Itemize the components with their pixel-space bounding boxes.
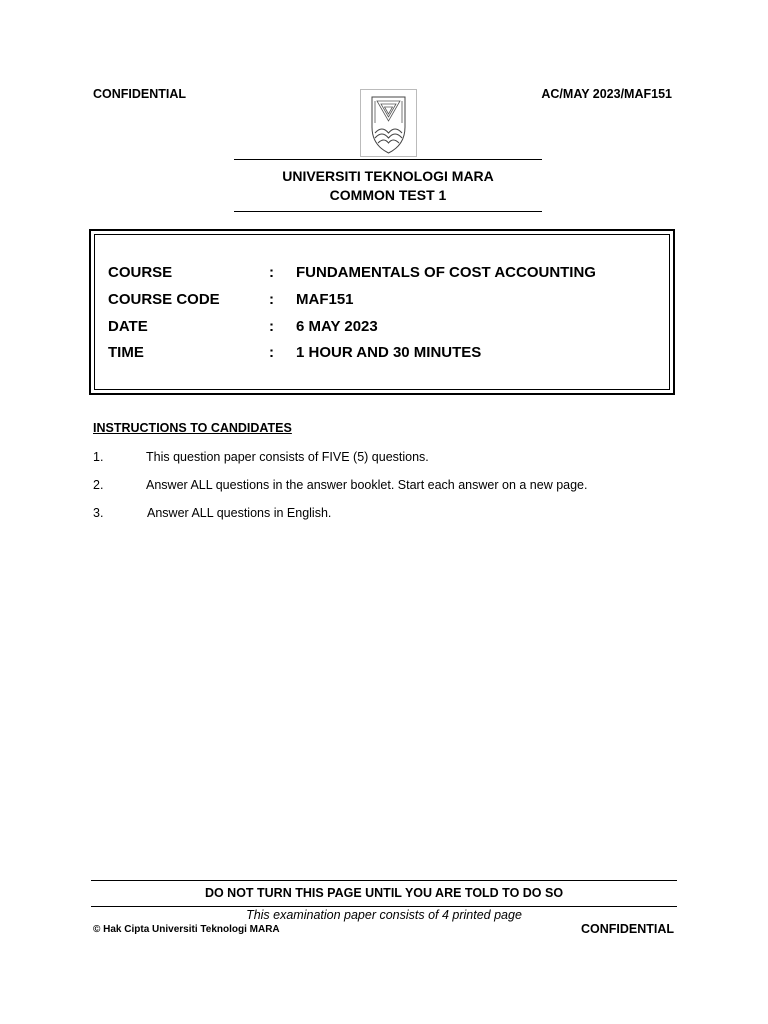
course-value: FUNDAMENTALS OF COST ACCOUNTING — [296, 264, 596, 281]
footer-confidential: CONFIDENTIAL — [580, 922, 674, 936]
footer-top-rule — [91, 880, 677, 881]
date-label: DATE — [108, 318, 148, 335]
time-value: 1 HOUR AND 30 MINUTES — [296, 344, 482, 361]
instruction-number: 3. — [93, 506, 104, 520]
header-reference-code: AC/MAY 2023/MAF151 — [541, 87, 672, 101]
title-top-rule — [234, 159, 542, 160]
test-name: COMMON TEST 1 — [329, 187, 447, 203]
course-label: COURSE — [108, 264, 173, 281]
time-separator: : — [269, 344, 274, 361]
date-value: 6 MAY 2023 — [296, 318, 378, 335]
instruction-number: 2. — [93, 478, 104, 492]
course-separator: : — [269, 264, 274, 281]
instruction-text: Answer ALL questions in the answer booklet. Start each answer on a new page. — [146, 478, 588, 492]
do-not-turn-warning: DO NOT TURN THIS PAGE UNTIL YOU ARE TOLD TO DO SO — [204, 886, 564, 900]
instruction-number: 1. — [93, 450, 104, 464]
course-code-separator: : — [269, 291, 274, 308]
header-confidential: CONFIDENTIAL — [93, 87, 187, 101]
page-count-note: This examination paper consists of 4 printed page — [246, 908, 522, 922]
course-details-inner-border — [94, 234, 670, 390]
course-code-value: MAF151 — [296, 291, 354, 308]
footer-bottom-rule — [91, 906, 677, 907]
course-details-box — [89, 229, 675, 395]
instruction-text: This question paper consists of FIVE (5) questions. — [146, 450, 429, 464]
time-label: TIME — [108, 344, 144, 361]
date-separator: : — [269, 318, 274, 335]
university-crest-icon — [360, 89, 417, 157]
instruction-text: Answer ALL questions in English. — [147, 506, 332, 520]
instructions-heading: INSTRUCTIONS TO CANDIDATES — [93, 421, 292, 435]
title-bottom-rule — [234, 211, 542, 212]
copyright-notice: © Hak Cipta Universiti Teknologi MARA — [93, 924, 280, 935]
course-code-label: COURSE CODE — [108, 291, 220, 308]
university-name: UNIVERSITI TEKNOLOGI MARA — [282, 168, 494, 184]
